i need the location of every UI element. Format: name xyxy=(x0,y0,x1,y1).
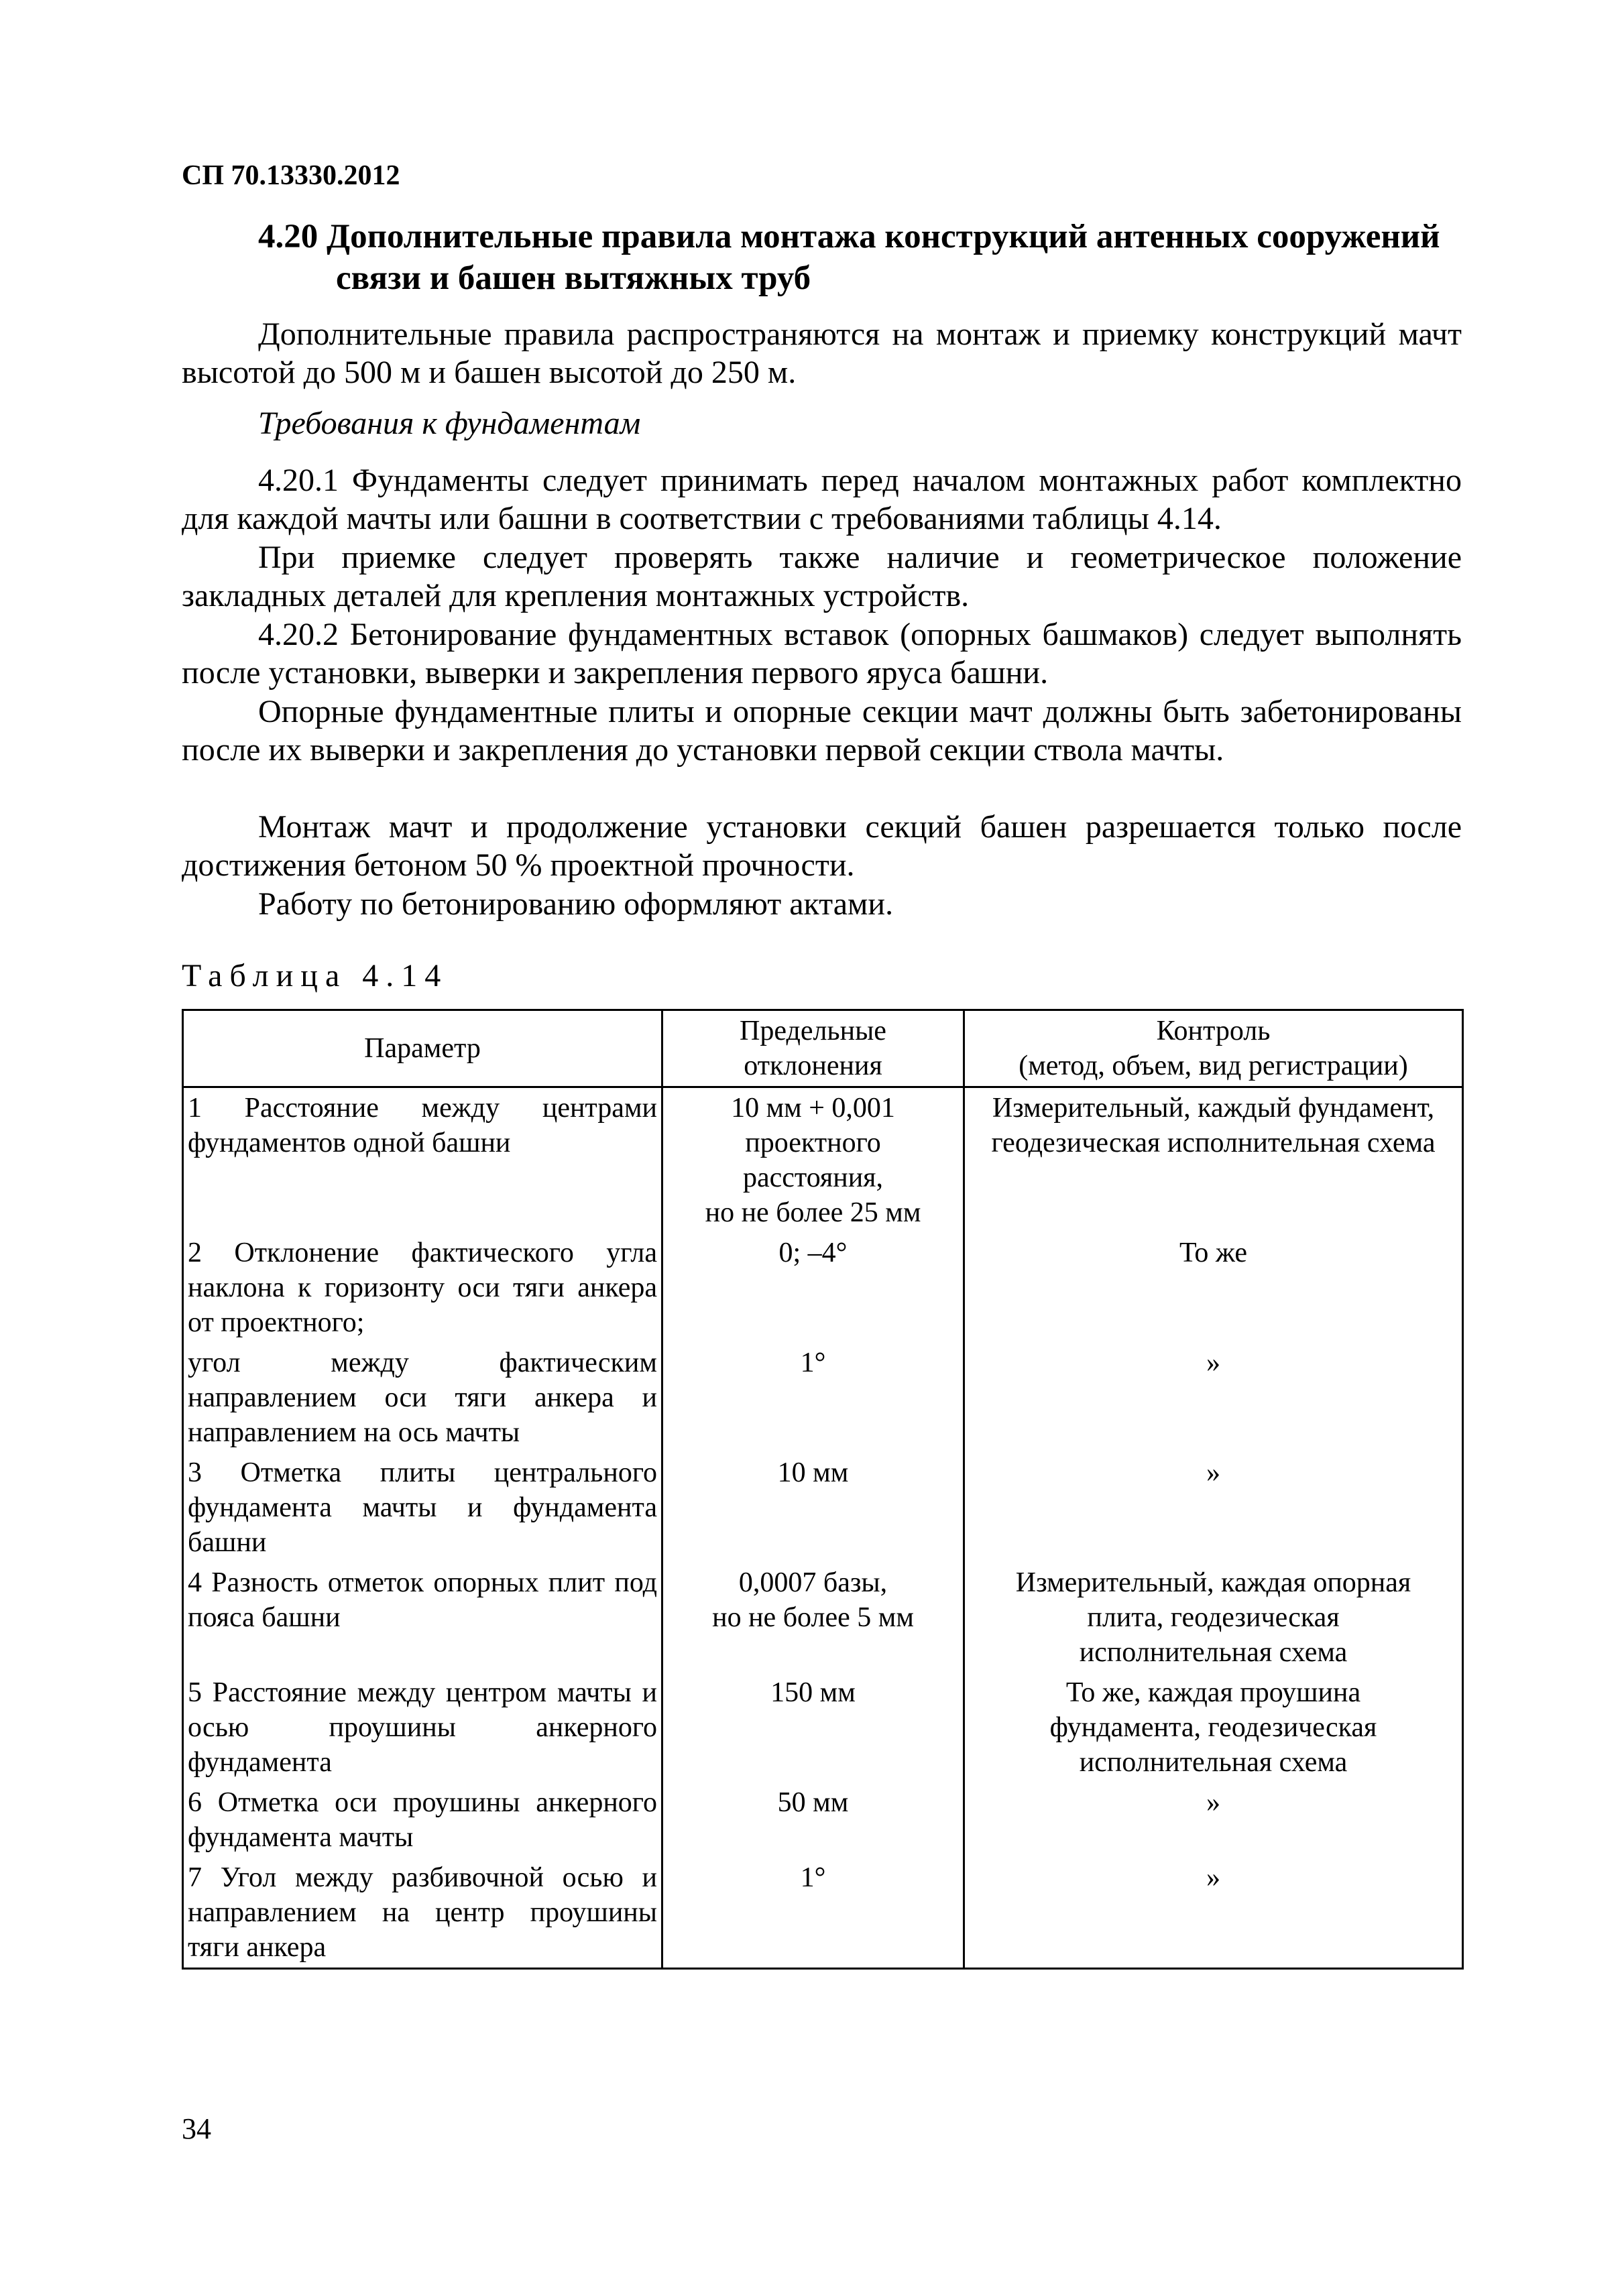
section-title-line1: Дополнительные правила монтажа конструкций антенных сооружений xyxy=(327,218,1440,255)
header-control xyxy=(964,1010,1463,1087)
section-heading xyxy=(258,216,1462,299)
control-line: » xyxy=(1206,1347,1220,1378)
cell-deviation xyxy=(662,1673,964,1783)
cell-control xyxy=(964,1343,1463,1453)
cell-deviation xyxy=(662,1858,964,1969)
paragraph-acts: Работу по бетонированию оформляют актами. xyxy=(258,886,894,922)
control-line: » xyxy=(1206,1862,1220,1893)
table-row xyxy=(183,1563,1463,1673)
section-number: 4.20 xyxy=(258,218,318,255)
cell-deviation xyxy=(662,1563,964,1673)
table-caption: Таблица 4.14 xyxy=(182,958,449,993)
control-line: То же xyxy=(1179,1237,1248,1268)
cell-deviation xyxy=(662,1087,964,1233)
cell-parameter: 7 Угол между разбивочной осью и направлением на центр проушины тяги анкера xyxy=(183,1858,662,1969)
deviation-line: 1° xyxy=(800,1862,826,1893)
paragraph-4-20-2: 4.20.2 Бетонирование фундаментных вставок (опорных башмаков) следует выполнять после установки, выверки и закрепления первого яруса башни. xyxy=(182,617,1462,690)
cell-deviation xyxy=(662,1343,964,1453)
cell-control xyxy=(964,1087,1463,1233)
cell-parameter: 3 Отметка плиты центрального фундамента мачты и фундамента башни xyxy=(183,1453,662,1563)
cell-parameter: 6 Отметка оси проушины анкерного фундамента мачты xyxy=(183,1783,662,1858)
table-row xyxy=(183,1673,1463,1783)
deviation-line: 1° xyxy=(800,1347,826,1378)
cell-parameter: 1 Расстояние между центрами фундаментов одной башни xyxy=(183,1087,662,1233)
header-control-title: Контроль xyxy=(1156,1016,1271,1046)
cell-control xyxy=(964,1673,1463,1783)
table-header-row xyxy=(183,1010,1463,1087)
control-line: » xyxy=(1206,1457,1220,1488)
table-row xyxy=(183,1858,1463,1969)
control-line: геодезическая исполнительная схема xyxy=(991,1128,1436,1158)
table-row xyxy=(183,1343,1463,1453)
table-row xyxy=(183,1783,1463,1858)
table-row xyxy=(183,1087,1463,1233)
section-title-line2: связи и башен вытяжных труб xyxy=(336,259,811,297)
cell-control xyxy=(964,1453,1463,1563)
table-row xyxy=(183,1453,1463,1563)
cell-deviation xyxy=(662,1233,964,1343)
cell-parameter: 2 Отклонение фактического угла наклона к горизонту оси тяги анкера от проектного; xyxy=(183,1233,662,1343)
cell-control xyxy=(964,1858,1463,1969)
deviation-line: 150 мм xyxy=(770,1677,856,1708)
paragraph-4-20-1: 4.20.1 Фундаменты следует принимать перед началом монтажных работ комплектно для каждой мачты или башни в соответствии с требованиями таблицы 4.14. xyxy=(182,463,1462,536)
cell-deviation xyxy=(662,1453,964,1563)
deviation-line: 10 мм xyxy=(777,1457,849,1488)
header-deviation: Предельные отклонения xyxy=(662,1010,964,1087)
cell-control xyxy=(964,1783,1463,1858)
cell-parameter: 4 Разность отметок опорных плит под пояса башни xyxy=(183,1563,662,1673)
table-row xyxy=(183,1233,1463,1343)
cell-control xyxy=(964,1563,1463,1673)
cell-control xyxy=(964,1233,1463,1343)
paragraph-inspection: При приемке следует проверять также наличие и геометрическое положение закладных деталей для крепления монтажных устройств. xyxy=(182,540,1462,613)
control-line: То же, каждая проушина xyxy=(1065,1677,1361,1708)
deviation-line: проектного xyxy=(745,1128,881,1158)
deviation-line: расстояния, xyxy=(742,1162,883,1193)
control-line: исполнительная схема xyxy=(1079,1747,1348,1778)
deviation-line: 0,0007 базы, xyxy=(738,1567,888,1598)
control-line: Измерительный, каждая опорная xyxy=(1015,1567,1411,1598)
cell-parameter: угол между фактическим направлением оси тяги анкера и направлением на ось мачты xyxy=(183,1343,662,1453)
deviation-line: 0; –4° xyxy=(778,1237,848,1268)
cell-parameter: 5 Расстояние между центром мачты и осью проушины анкерного фундамента xyxy=(183,1673,662,1783)
paragraph-mast-assembly: Монтаж мачт и продолжение установки секций башен разрешается только после достижения бетоном 50 % проектной прочности. xyxy=(182,809,1462,883)
control-line: » xyxy=(1206,1787,1220,1818)
page-number: 34 xyxy=(182,2112,211,2145)
deviation-line: но не более 5 мм xyxy=(712,1602,914,1633)
subheading-foundations: Требования к фундаментам xyxy=(258,406,641,441)
header-param: Параметр xyxy=(183,1010,662,1087)
tolerance-table xyxy=(182,1009,1464,1970)
deviation-line: 10 мм + 0,001 xyxy=(731,1093,895,1124)
control-line: фундамента, геодезическая xyxy=(1049,1712,1377,1743)
header-control-subtitle: (метод, объем, вид регистрации) xyxy=(1019,1050,1408,1081)
control-line: Измерительный, каждый фундамент, xyxy=(992,1093,1435,1124)
cell-deviation xyxy=(662,1783,964,1858)
intro-paragraph: Дополнительные правила распространяются на монтаж и приемку конструкций мачт высотой до 500 м и башен высотой до 250 м. xyxy=(182,316,1462,390)
paragraph-base-plates: Опорные фундаментные плиты и опорные секции мачт должны быть забетонированы после их выверки и закрепления до установки первой секции ствола мачты. xyxy=(182,694,1462,768)
control-line: исполнительная схема xyxy=(1079,1637,1348,1668)
control-line: плита, геодезическая xyxy=(1087,1602,1340,1633)
deviation-line: но не более 25 мм xyxy=(705,1197,921,1228)
document-code: СП 70.13330.2012 xyxy=(182,160,400,191)
deviation-line: 50 мм xyxy=(777,1787,849,1818)
